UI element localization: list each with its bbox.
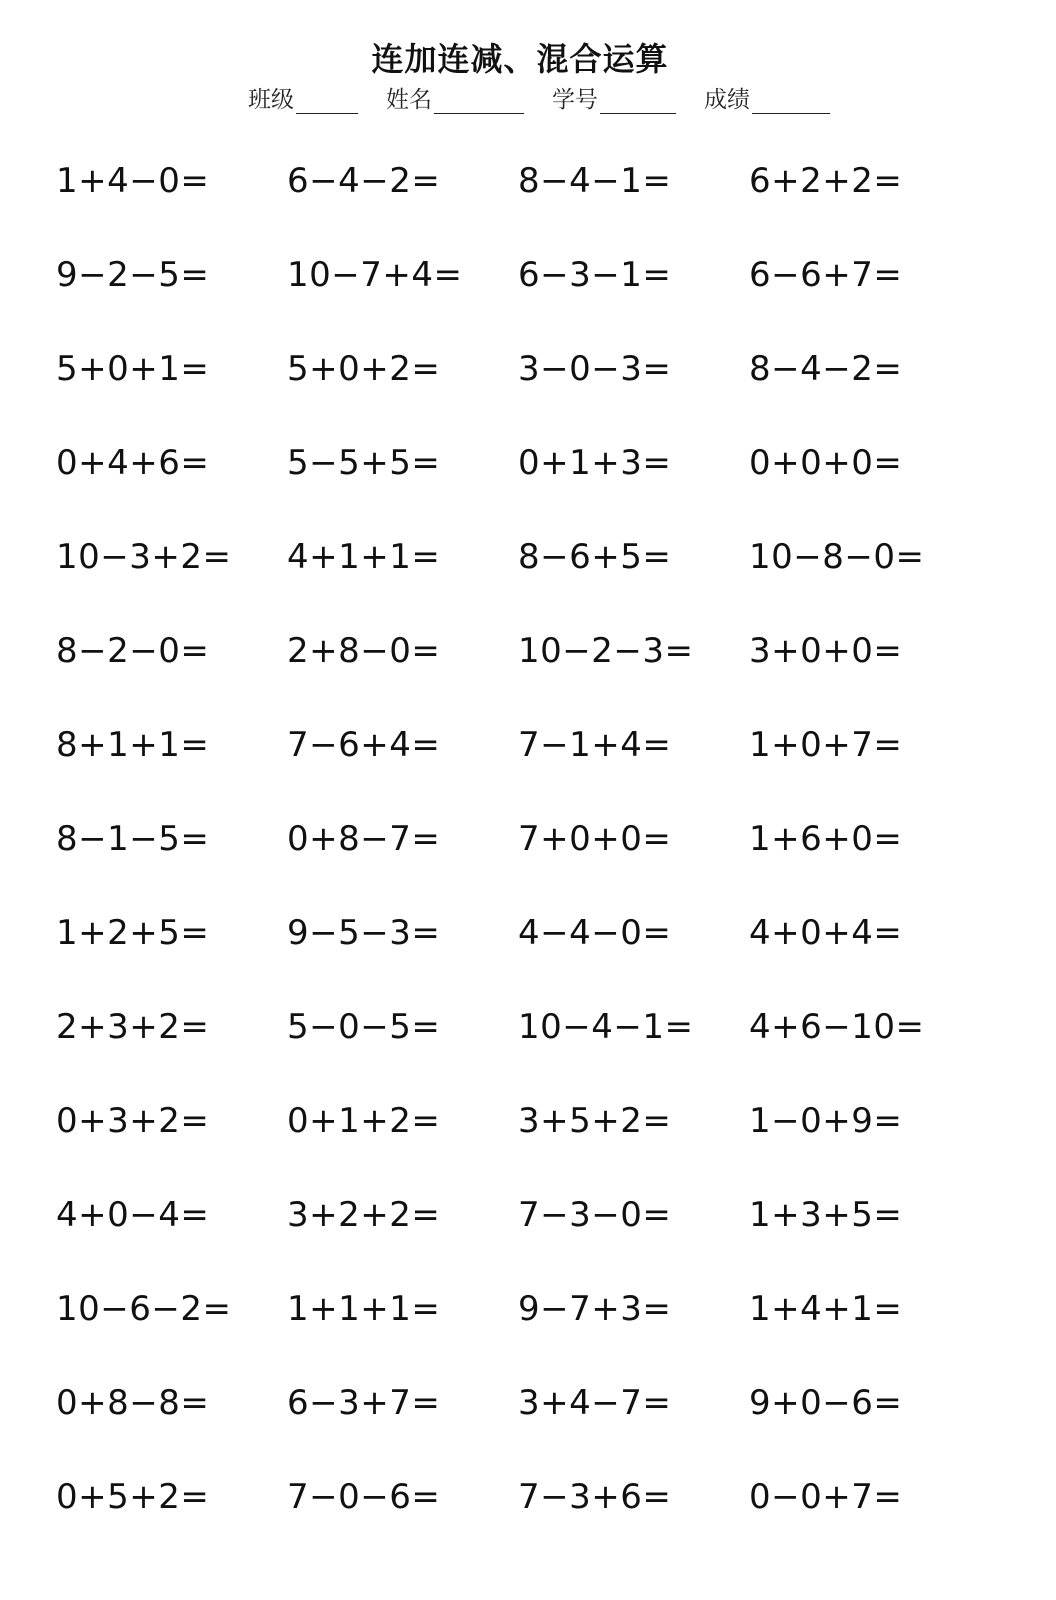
problem-row bbox=[56, 1168, 1016, 1262]
math-problem: 1+2+5= bbox=[56, 913, 210, 953]
student-number-field bbox=[552, 81, 676, 114]
math-problem: 10−6−2= bbox=[56, 1289, 232, 1329]
math-problem: 0+8−8= bbox=[56, 1383, 210, 1423]
class-label: 班级 bbox=[248, 87, 294, 113]
problem-row bbox=[56, 792, 1016, 886]
math-problem: 0+0+0= bbox=[749, 443, 903, 483]
problem-row bbox=[56, 886, 1016, 980]
math-problem: 9−5−3= bbox=[287, 913, 441, 953]
math-problem: 5−0−5= bbox=[287, 1007, 441, 1047]
math-problem: 1+3+5= bbox=[749, 1195, 903, 1235]
math-problem: 4+0+4= bbox=[749, 913, 903, 953]
math-problem: 10−4−1= bbox=[518, 1007, 694, 1047]
name-label: 姓名 bbox=[386, 87, 432, 113]
name-blank-line[interactable] bbox=[434, 89, 524, 114]
math-problem: 10−2−3= bbox=[518, 631, 694, 671]
math-problem: 6−3−1= bbox=[518, 255, 672, 295]
math-problem: 0+1+3= bbox=[518, 443, 672, 483]
math-problem: 6+2+2= bbox=[749, 161, 903, 201]
math-problem: 7−0−6= bbox=[287, 1477, 441, 1517]
score-blank-line[interactable] bbox=[752, 89, 830, 114]
math-problem: 6−6+7= bbox=[749, 255, 903, 295]
math-problem: 6−3+7= bbox=[287, 1383, 441, 1423]
math-problem: 3+0+0= bbox=[749, 631, 903, 671]
math-problem: 1+6+0= bbox=[749, 819, 903, 859]
math-problem: 5+0+2= bbox=[287, 349, 441, 389]
problem-row bbox=[56, 322, 1016, 416]
math-problem: 3+2+2= bbox=[287, 1195, 441, 1235]
class-blank-line[interactable] bbox=[296, 89, 358, 114]
math-problem: 7−3+6= bbox=[518, 1477, 672, 1517]
math-problem: 4+6−10= bbox=[749, 1007, 925, 1047]
math-problem: 6−4−2= bbox=[287, 161, 441, 201]
problem-row bbox=[56, 510, 1016, 604]
math-problem: 8−4−2= bbox=[749, 349, 903, 389]
math-problem: 9−2−5= bbox=[56, 255, 210, 295]
math-problem: 1+4−0= bbox=[56, 161, 210, 201]
math-problem: 9−7+3= bbox=[518, 1289, 672, 1329]
math-problem: 8−6+5= bbox=[518, 537, 672, 577]
math-problem: 10−3+2= bbox=[56, 537, 232, 577]
math-problem: 0−0+7= bbox=[749, 1477, 903, 1517]
student-number-label: 学号 bbox=[552, 87, 598, 113]
problem-grid bbox=[56, 134, 1016, 1544]
score-label: 成绩 bbox=[704, 87, 750, 113]
problem-row bbox=[56, 228, 1016, 322]
problem-row bbox=[56, 604, 1016, 698]
class-field bbox=[248, 81, 358, 114]
math-problem: 7−6+4= bbox=[287, 725, 441, 765]
math-problem: 8+1+1= bbox=[56, 725, 210, 765]
problem-row bbox=[56, 1356, 1016, 1450]
math-problem: 10−8−0= bbox=[749, 537, 925, 577]
math-problem: 0+1+2= bbox=[287, 1101, 441, 1141]
student-info-row bbox=[248, 80, 858, 114]
math-problem: 4+0−4= bbox=[56, 1195, 210, 1235]
worksheet-title: 连加连减、混合运算 bbox=[371, 40, 669, 78]
problem-row bbox=[56, 1074, 1016, 1168]
score-field bbox=[704, 81, 830, 114]
math-problem: 7−3−0= bbox=[518, 1195, 672, 1235]
math-problem: 0+5+2= bbox=[56, 1477, 210, 1517]
student-number-blank-line[interactable] bbox=[600, 89, 676, 114]
math-problem: 8−2−0= bbox=[56, 631, 210, 671]
math-problem: 1−0+9= bbox=[749, 1101, 903, 1141]
math-problem: 1+1+1= bbox=[287, 1289, 441, 1329]
math-problem: 5−5+5= bbox=[287, 443, 441, 483]
math-problem: 7−1+4= bbox=[518, 725, 672, 765]
math-problem: 4+1+1= bbox=[287, 537, 441, 577]
math-problem: 10−7+4= bbox=[287, 255, 463, 295]
problem-row bbox=[56, 1450, 1016, 1544]
math-problem: 4−4−0= bbox=[518, 913, 672, 953]
math-problem: 1+4+1= bbox=[749, 1289, 903, 1329]
math-problem: 0+4+6= bbox=[56, 443, 210, 483]
math-problem: 0+8−7= bbox=[287, 819, 441, 859]
math-problem: 0+3+2= bbox=[56, 1101, 210, 1141]
problem-row bbox=[56, 416, 1016, 510]
math-problem: 2+8−0= bbox=[287, 631, 441, 671]
math-problem: 3+4−7= bbox=[518, 1383, 672, 1423]
math-problem: 8−4−1= bbox=[518, 161, 672, 201]
problem-row bbox=[56, 1262, 1016, 1356]
math-problem: 3−0−3= bbox=[518, 349, 672, 389]
problem-row bbox=[56, 698, 1016, 792]
math-problem: 8−1−5= bbox=[56, 819, 210, 859]
math-problem: 2+3+2= bbox=[56, 1007, 210, 1047]
problem-row bbox=[56, 980, 1016, 1074]
math-problem: 3+5+2= bbox=[518, 1101, 672, 1141]
name-field bbox=[386, 81, 524, 114]
math-problem: 9+0−6= bbox=[749, 1383, 903, 1423]
problem-row bbox=[56, 134, 1016, 228]
math-problem: 5+0+1= bbox=[56, 349, 210, 389]
math-problem: 7+0+0= bbox=[518, 819, 672, 859]
math-problem: 1+0+7= bbox=[749, 725, 903, 765]
